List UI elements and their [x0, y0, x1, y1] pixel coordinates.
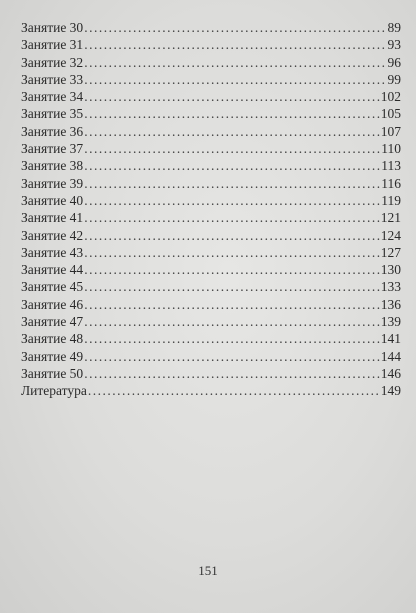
- toc-entry-label: Занятие 43: [21, 244, 84, 260]
- toc-entry: [21, 192, 401, 209]
- toc-dot-leader: [84, 261, 380, 278]
- toc-entry: [21, 123, 401, 140]
- toc-dot-leader: [84, 71, 386, 88]
- toc-entry: [21, 105, 401, 122]
- toc-entry-page-number: 96: [387, 54, 401, 70]
- toc-entry-page-number: 102: [380, 89, 401, 105]
- toc-entry-label: Литература: [21, 383, 87, 399]
- toc-entry-label: Занятие 39: [21, 175, 84, 191]
- toc-dot-leader: [84, 192, 380, 209]
- toc-entry-page-number: 89: [387, 20, 401, 35]
- table-of-contents: [21, 19, 401, 400]
- toc-entry-page-number: 127: [380, 244, 401, 260]
- toc-entry: [21, 157, 401, 174]
- toc-entry-label: Занятие 40: [21, 192, 84, 208]
- toc-entry-page-number: 144: [380, 348, 401, 364]
- toc-dot-leader: [84, 209, 380, 226]
- toc-entry-page-number: 119: [381, 192, 401, 208]
- toc-dot-leader: [84, 175, 380, 192]
- toc-entry-label: Занятие 42: [21, 227, 84, 243]
- toc-entry-page-number: 121: [380, 210, 401, 226]
- toc-entry-page-number: 93: [387, 37, 401, 53]
- toc-entry-page-number: 116: [381, 175, 401, 191]
- toc-dot-leader: [84, 140, 380, 157]
- toc-entry: [21, 365, 401, 382]
- toc-dot-leader: [84, 227, 380, 244]
- toc-entry: [21, 36, 401, 53]
- toc-dot-leader: [84, 278, 380, 295]
- toc-entry-label: Занятие 50: [21, 365, 84, 381]
- toc-entry: [21, 209, 401, 226]
- toc-entry-page-number: 146: [380, 365, 401, 381]
- toc-entry-label: Занятие 35: [21, 106, 84, 122]
- toc-entry: [21, 330, 401, 347]
- toc-dot-leader: [84, 313, 380, 330]
- toc-entry-page-number: 105: [380, 106, 401, 122]
- toc-entry-label: Занятие 37: [21, 141, 84, 157]
- toc-dot-leader: [84, 296, 380, 313]
- toc-entry: [21, 140, 401, 157]
- toc-entry-label: Занятие 32: [21, 54, 84, 70]
- toc-dot-leader: [84, 54, 386, 71]
- toc-dot-leader: [84, 330, 380, 347]
- toc-entry-page-number: 136: [380, 296, 401, 312]
- toc-dot-leader: [84, 36, 386, 53]
- toc-entry-label: Занятие 30: [21, 20, 84, 35]
- toc-entry-label: Занятие 31: [21, 37, 84, 53]
- toc-entry: [21, 19, 401, 36]
- toc-entry-page-number: 99: [387, 71, 401, 87]
- toc-entry-label: Занятие 44: [21, 262, 84, 278]
- toc-entry-label: Занятие 33: [21, 71, 84, 87]
- toc-entry: [21, 227, 401, 244]
- toc-entry-label: Занятие 41: [21, 210, 84, 226]
- toc-entry-page-number: 124: [380, 227, 401, 243]
- toc-entry: [21, 54, 401, 71]
- toc-dot-leader: [84, 88, 380, 105]
- toc-entry: [21, 348, 401, 365]
- toc-entry: [21, 71, 401, 88]
- toc-entry: [21, 261, 401, 278]
- toc-entry-page-number: 133: [380, 279, 401, 295]
- toc-entry-page-number: 141: [380, 331, 401, 347]
- toc-entry-label: Занятие 38: [21, 158, 84, 174]
- toc-entry-label: Занятие 48: [21, 331, 84, 347]
- page-number: 151: [198, 563, 218, 578]
- toc-dot-leader: [84, 105, 380, 122]
- toc-entry-label: Занятие 47: [21, 314, 84, 330]
- toc-entry: [21, 296, 401, 313]
- toc-entry-page-number: 113: [381, 158, 401, 174]
- toc-entry: [21, 175, 401, 192]
- toc-dot-leader: [84, 123, 380, 140]
- toc-entry-page-number: 107: [380, 123, 401, 139]
- toc-entry-label: Занятие 36: [21, 123, 84, 139]
- toc-entry-label: Занятие 49: [21, 348, 84, 364]
- toc-dot-leader: [84, 157, 380, 174]
- toc-entry: [21, 88, 401, 105]
- toc-entry: [21, 278, 401, 295]
- toc-entry: [21, 244, 401, 261]
- toc-dot-leader: [84, 19, 386, 36]
- toc-dot-leader: [84, 348, 380, 365]
- toc-entry-label: Занятие 45: [21, 279, 84, 295]
- toc-entry-page-number: 110: [381, 141, 401, 157]
- toc-dot-leader: [84, 365, 380, 382]
- toc-entry-label: Занятие 34: [21, 89, 84, 105]
- toc-entry-page-number: 130: [380, 262, 401, 278]
- toc-dot-leader: [84, 244, 380, 261]
- toc-entry-page-number: 149: [380, 383, 401, 399]
- toc-entry: [21, 313, 401, 330]
- toc-entry-page-number: 139: [380, 314, 401, 330]
- toc-entry: [21, 382, 401, 399]
- toc-entry-label: Занятие 46: [21, 296, 84, 312]
- toc-dot-leader: [88, 382, 380, 399]
